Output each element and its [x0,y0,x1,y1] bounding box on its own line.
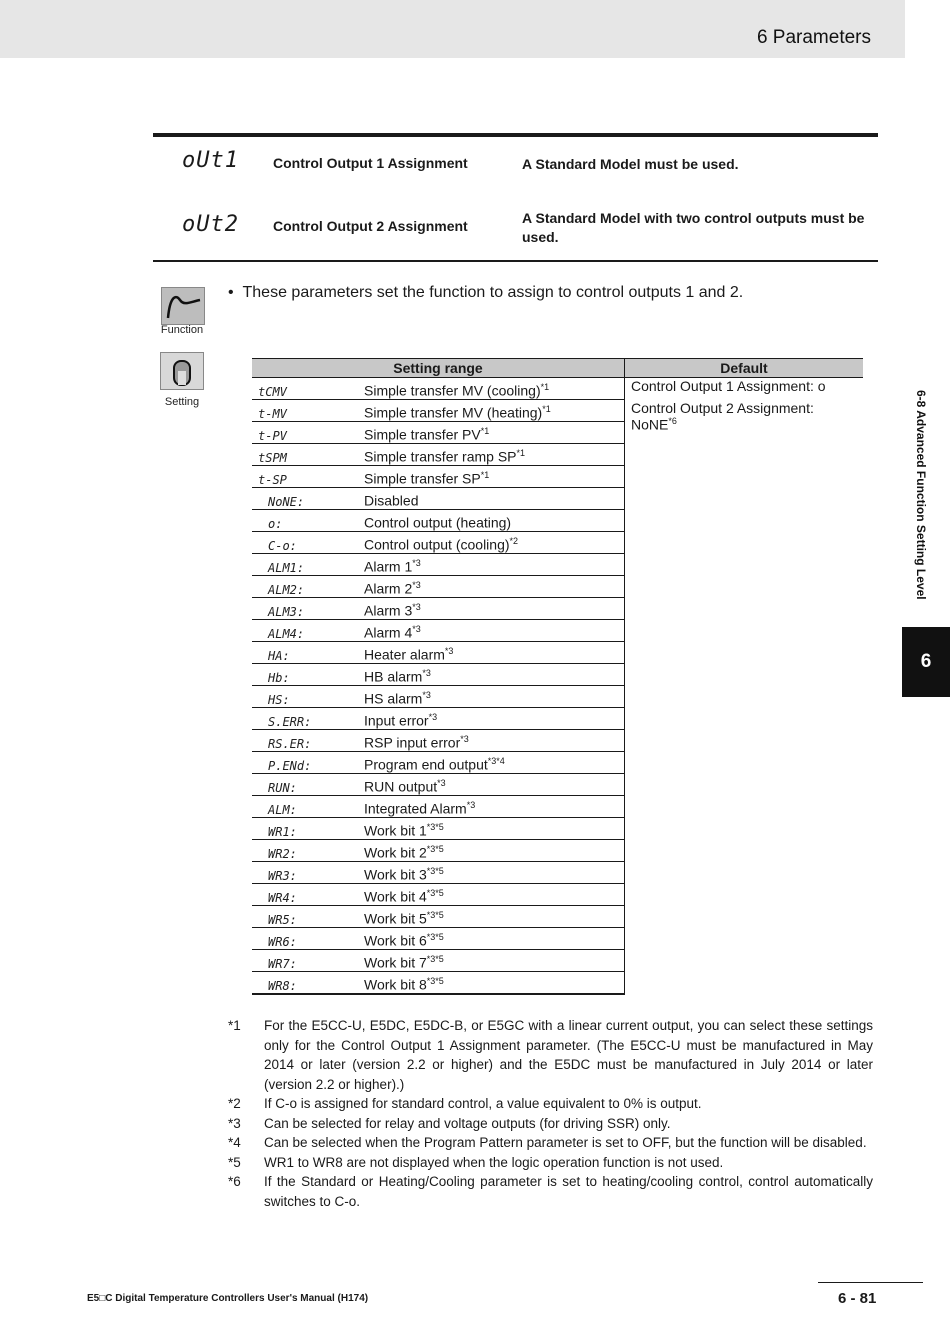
setting-note: *3 [460,734,469,745]
setting-code: WR6: [268,935,297,949]
footnote-text: Can be selected for relay and voltage outputs (for driving SSR) only. [264,1115,671,1131]
setting-label: Work bit 7 [364,955,427,971]
setting-code: ALM1: [268,561,305,575]
footnote [228,1016,873,1094]
setting-label: Work bit 3 [364,867,427,883]
footer-rule [818,1282,923,1283]
default-output-2-note: *6 [668,416,677,426]
setting-label: Work bit 1 [364,823,427,839]
header-default: Default [625,359,864,378]
footnote-mark: *4 [228,1135,241,1150]
setting-hand-icon [160,352,204,390]
setting-code: WR7: [268,957,297,971]
footnote [228,1153,873,1173]
setting-note: *3 [412,602,421,613]
setting-label: Work bit 8 [364,977,427,993]
footnote [228,1133,873,1153]
setting-label: Simple transfer MV (cooling) [364,383,541,399]
setting-label: Work bit 6 [364,933,427,949]
setting-label: Integrated Alarm [364,801,467,817]
setting-note: *3*5 [426,822,444,833]
setting-label: Input error [364,713,429,729]
setting-code: tCMV [258,385,287,399]
setting-label: Alarm 1 [364,559,413,575]
setting-label: RUN output [364,779,438,795]
chapter-tab: 6 [902,627,950,697]
setting-note: *3*5 [426,976,444,987]
footnote-text: For the E5CC-U, E5DC, E5DC-B, or E5GC with a linear current output, you can select these settings only for the Control Output 1 Assignment parameter. (The E5CC-U must be manufactured in May 2014 or later (version 2.2 or higher) and the E5DC must be manufactured in July 2014 or later (version 2.2 or higher).) [264,1018,873,1092]
setting-code: WR5: [268,913,297,927]
setting-code: ALM: [268,803,297,817]
setting-label: Control output (heating) [364,515,512,531]
setting-code: WR1: [268,825,297,839]
footnote-mark: *5 [228,1154,241,1170]
setting-code: WR2: [268,847,297,861]
setting-code: WR4: [268,891,297,905]
setting-label: Alarm 4 [364,625,413,641]
default-output-1: Control Output 1 Assignment: o [631,378,826,394]
setting-code: ALM4: [268,627,305,641]
setting-code: NoNE: [268,495,305,509]
header-setting-range: Setting range [252,359,625,378]
footnote [228,1094,873,1114]
setting-note: *3*5 [426,844,444,855]
setting-code: C-o: [268,539,297,553]
setting-table [252,358,863,995]
setting-note: *1 [516,448,526,459]
setting-note: *3 [412,580,421,591]
footnote-text: WR1 to WR8 are not displayed when the logic operation function is not used. [264,1154,724,1170]
setting-label: Simple transfer SP [364,471,481,487]
default-cell [625,378,864,995]
setting-code: S.ERR: [268,715,312,729]
setting-code: WR8: [268,979,297,993]
setting-note: *1 [480,426,490,437]
setting-note: *3 [428,712,438,723]
setting-code: RUN: [268,781,297,795]
setting-label: Simple transfer MV (heating) [364,405,543,421]
setting-note: *1 [540,382,550,393]
side-section-label: 6-8 Advanced Function Setting Level [914,390,928,600]
setting-label: Control output (cooling) [364,537,510,553]
setting-note: *3*5 [426,932,444,943]
setting-code: ALM3: [268,605,305,619]
setting-note: *3 [437,778,446,789]
setting-note: *3 [444,646,454,657]
top-rule [153,133,878,137]
footnote-text: If C-o is assigned for standard control, a value equivalent to 0% is output. [264,1096,702,1111]
footnote-mark: *6 [228,1174,241,1189]
setting-note: *3 [422,668,431,679]
footnote [228,1172,873,1211]
param-requirement-1: A Standard Model must be used. [522,156,739,172]
setting-label: Heater alarm [364,647,445,663]
setting-label: Work bit 2 [364,845,427,861]
setting-label: Work bit 5 [364,911,427,927]
setting-code: HS: [268,693,290,707]
setting-code: Hb: [268,671,290,685]
setting-label: Simple transfer ramp SP [364,449,517,465]
param-name-2: Control Output 2 Assignment [273,218,468,234]
setting-code: t-SP [258,473,287,487]
setting-label: HB alarm [364,669,423,685]
setting-code: tSPM [258,451,287,465]
setting-note: *3*5 [426,954,444,965]
default-output-2-text: Control Output 2 Assignment: NoNE [631,400,814,433]
setting-note: *1 [480,470,490,481]
setting-code: P.ENd: [268,759,312,773]
param-name-1: Control Output 1 Assignment [273,155,468,171]
default-output-2 [631,400,863,433]
setting-note: *3*4 [487,756,505,767]
setting-note: *3 [466,800,476,811]
setting-note: *3*5 [426,866,444,877]
setting-code: HA: [268,649,290,663]
setting-note: *3*5 [426,888,444,899]
setting-code: RS.ER: [268,737,312,751]
param-code-2: oUt2 [182,212,239,237]
footnote [228,1114,873,1134]
setting-note: *2 [509,536,519,547]
param-requirement-2: A Standard Model with two control outputs must be used. [522,210,865,245]
setting-note: *3 [412,624,421,635]
setting-label: Alarm 2 [364,581,413,597]
setting-code: WR3: [268,869,297,883]
setting-code: o: [268,517,283,531]
setting-code: t-MV [258,407,287,421]
param-rule [153,260,878,262]
footnote-text: Can be selected when the Program Pattern parameter is set to OFF, but the function will be disabled. [264,1135,867,1150]
setting-note: *3 [422,690,431,701]
setting-label: Program end output [364,757,488,773]
setting-label: Disabled [364,493,419,509]
setting-note: *3 [412,558,421,569]
setting-code: t-PV [258,429,287,443]
footnote-mark: *2 [228,1096,241,1111]
function-curve-icon [161,287,205,325]
setting-note: *1 [542,404,551,415]
page-number: 6 - 81 [838,1290,877,1307]
param-code-1: oUt1 [182,148,239,173]
setting-label: Setting [164,396,200,408]
setting-label: Alarm 3 [364,603,413,619]
footnote-mark: *3 [228,1115,241,1131]
chapter-title: 6 Parameters [756,27,871,48]
footer-manual: E5□C Digital Temperature Controllers User's Manual (H174) [87,1293,369,1304]
setting-label: Simple transfer PV [364,427,481,443]
footnote-mark: *1 [228,1018,241,1033]
table-row [252,378,863,400]
setting-label: HS alarm [364,691,423,707]
bullet-text: • These parameters set the function to assign to control outputs 1 and 2. [228,284,744,301]
notes [228,1016,873,1211]
setting-note: *3*5 [426,910,444,921]
setting-label: RSP input error [364,735,461,751]
footnote-text: If the Standard or Heating/Cooling parameter is set to heating/cooling control, control automatically switches to C-o. [264,1174,873,1209]
setting-label: Work bit 4 [364,889,427,905]
setting-code: ALM2: [268,583,305,597]
function-label: Function [160,324,204,336]
